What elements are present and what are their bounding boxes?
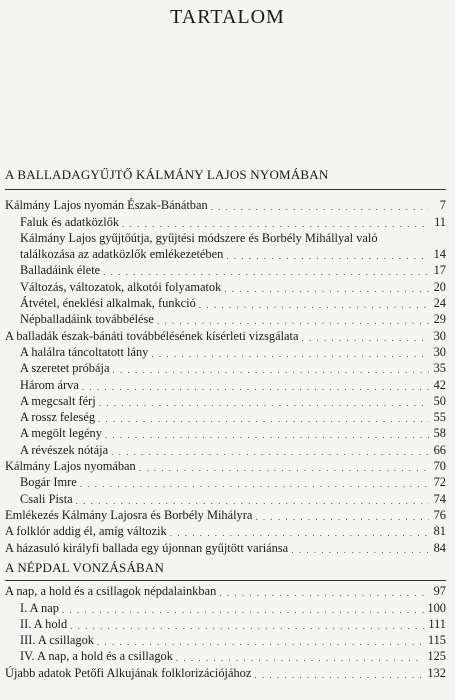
dot-leader [70, 620, 425, 632]
toc-entry-page: 30 [433, 328, 446, 343]
dot-leader [291, 544, 429, 556]
toc-entry [5, 616, 446, 632]
dot-leader [62, 604, 425, 616]
toc-entry-title: I. A nap [20, 600, 59, 615]
toc-entry-title: Átvétel, éneklési alkalmak, funkció [20, 296, 196, 311]
toc-entry [5, 599, 446, 615]
toc-entry-page: 20 [433, 279, 446, 294]
dot-leader [224, 283, 429, 295]
dot-leader [226, 250, 429, 262]
page-title: TARTALOM [170, 6, 285, 28]
toc-entry-page: 111 [428, 616, 446, 631]
toc-entry-page: 76 [433, 507, 446, 522]
toc-list-nepdal [5, 583, 446, 681]
dot-leader [301, 332, 429, 344]
toc-entry-page: 50 [433, 393, 446, 408]
toc-entry [5, 197, 446, 213]
toc-entry-title: II. A hold [20, 616, 68, 631]
dot-leader [98, 413, 429, 425]
toc-entry [5, 583, 446, 599]
toc-entry-page: 24 [433, 296, 446, 311]
toc-entry [5, 295, 446, 311]
dot-leader [211, 201, 429, 213]
dot-leader [76, 495, 429, 507]
toc-entry-title: Népballadáink továbbélése [20, 312, 154, 327]
section-divider [5, 580, 446, 581]
toc-entry-title: III. A csillagok [20, 633, 94, 648]
toc-entry [5, 523, 446, 539]
toc-entry-title: A révészek nótája [20, 442, 109, 457]
toc-entry [5, 213, 446, 229]
toc-entry [5, 360, 446, 376]
toc-entry [5, 539, 446, 555]
toc-entry [5, 458, 446, 474]
toc-entry-page: 55 [433, 410, 446, 425]
toc-entry [5, 376, 446, 392]
toc-entry-title: Három árva [20, 377, 79, 392]
toc-entry-title: A rossz feleség [20, 410, 96, 425]
toc-entry-title: A balladák észak-bánáti továbbélésének kísérleti vizsgálata [5, 328, 299, 343]
toc-entry-page: 17 [433, 263, 446, 278]
toc-entry [5, 490, 446, 506]
toc-entry [5, 632, 446, 648]
dot-leader [80, 478, 429, 490]
toc-entry-title: A folklór addig él, amíg változik [5, 524, 167, 539]
toc-entry-title: A házasuló királyfi ballada egy újonnan gyűjtött variánsa [5, 540, 289, 555]
toc-entry [5, 664, 446, 680]
dot-leader [105, 429, 429, 441]
toc-entry-title: Balladáink élete [20, 263, 101, 278]
toc-entry-page: 115 [427, 633, 446, 648]
toc-entry-title: Bogár Imre [20, 475, 77, 490]
toc-entry-title: Kálmány Lajos nyomán Észak-Bánátban [5, 198, 208, 213]
dot-leader [99, 397, 429, 409]
toc-entry [5, 507, 446, 523]
toc-entry-title: A megölt legény [20, 426, 102, 441]
toc-entry-page: 7 [439, 198, 446, 213]
toc-entry [5, 393, 446, 409]
toc-entry-title: A halálra táncoltatott lány [20, 344, 149, 359]
toc-entry-page: 84 [433, 540, 446, 555]
dot-leader [82, 381, 429, 393]
toc-entry-page: 66 [433, 442, 446, 457]
toc-entry-page: 70 [433, 459, 446, 474]
dot-leader [176, 652, 424, 664]
toc-entry-page: 29 [433, 312, 446, 327]
dot-leader [151, 348, 429, 360]
toc-entry-page: 97 [433, 584, 446, 599]
toc-entry-page: 30 [433, 344, 446, 359]
toc-entry [5, 311, 446, 327]
toc-entry-page: 35 [433, 361, 446, 376]
toc-entry-page: 42 [433, 377, 446, 392]
dot-leader [112, 364, 429, 376]
toc-entry [5, 246, 446, 262]
toc-entry-title: Újabb adatok Petőfi Alkujának folklorizációjához [5, 665, 252, 680]
toc-entry [5, 327, 446, 343]
dot-leader [111, 446, 429, 458]
toc-list-ballada [5, 197, 446, 556]
dot-leader [103, 266, 429, 278]
section-heading-nepdal: A NÉPDAL VONZÁSÁBAN [5, 560, 165, 575]
toc-entry-title: Faluk és adatközlők [20, 214, 120, 229]
dot-leader [122, 218, 429, 230]
toc-entry-title: Csali Pista [20, 491, 73, 506]
toc-entry-page: 132 [427, 665, 446, 680]
toc-entry [5, 278, 446, 294]
toc-entry-page: 74 [433, 491, 446, 506]
dot-leader [219, 587, 429, 599]
dot-leader [255, 511, 429, 523]
toc-entry-title: Emlékezés Kálmány Lajosra és Borbély Mihályra [5, 507, 253, 522]
toc-entry-page: 58 [433, 426, 446, 441]
dot-leader [254, 669, 424, 681]
toc-entry-title: találkozása az adatközlők emlékezetében [20, 247, 224, 262]
toc-entry-page: 100 [427, 600, 446, 615]
toc-entry-title: A nap, a hold és a csillagok népdalainkban [5, 584, 217, 599]
toc-entry-page: 72 [433, 475, 446, 490]
toc-entry-title: A szeretet próbája [20, 361, 110, 376]
dot-leader [170, 527, 429, 539]
toc-entry-page: 11 [434, 214, 446, 229]
toc-entry [5, 474, 446, 490]
toc-entry-title: IV. A nap, a hold és a csillagok [20, 649, 173, 664]
toc-entry-page: 81 [433, 524, 446, 539]
toc-entry [5, 425, 446, 441]
toc-entry-page: 125 [427, 649, 446, 664]
toc-entry [5, 441, 446, 457]
section-divider [5, 189, 446, 190]
dot-leader [157, 315, 429, 327]
toc-entry-page: 14 [433, 247, 446, 262]
toc-entry [5, 230, 446, 246]
dot-leader [199, 299, 429, 311]
toc-entry-title: A megcsalt férj [20, 393, 96, 408]
toc-entry-title: Kálmány Lajos nyomában [5, 459, 136, 474]
toc-entry-title: Kálmány Lajos gyűjtőútja, gyűjtési módszere és Borbély Mihállyal való [20, 230, 378, 245]
dot-leader [139, 462, 429, 474]
toc-entry [5, 648, 446, 664]
section-heading-ballada: A BALLADAGYŰJTŐ KÁLMÁNY LAJOS NYOMÁBAN [5, 167, 329, 182]
toc-entry [5, 262, 446, 278]
toc-entry [5, 409, 446, 425]
dot-leader [97, 636, 425, 648]
toc-entry-title: Változás, változatok, alkotói folyamatok [20, 279, 222, 294]
toc-entry [5, 344, 446, 360]
